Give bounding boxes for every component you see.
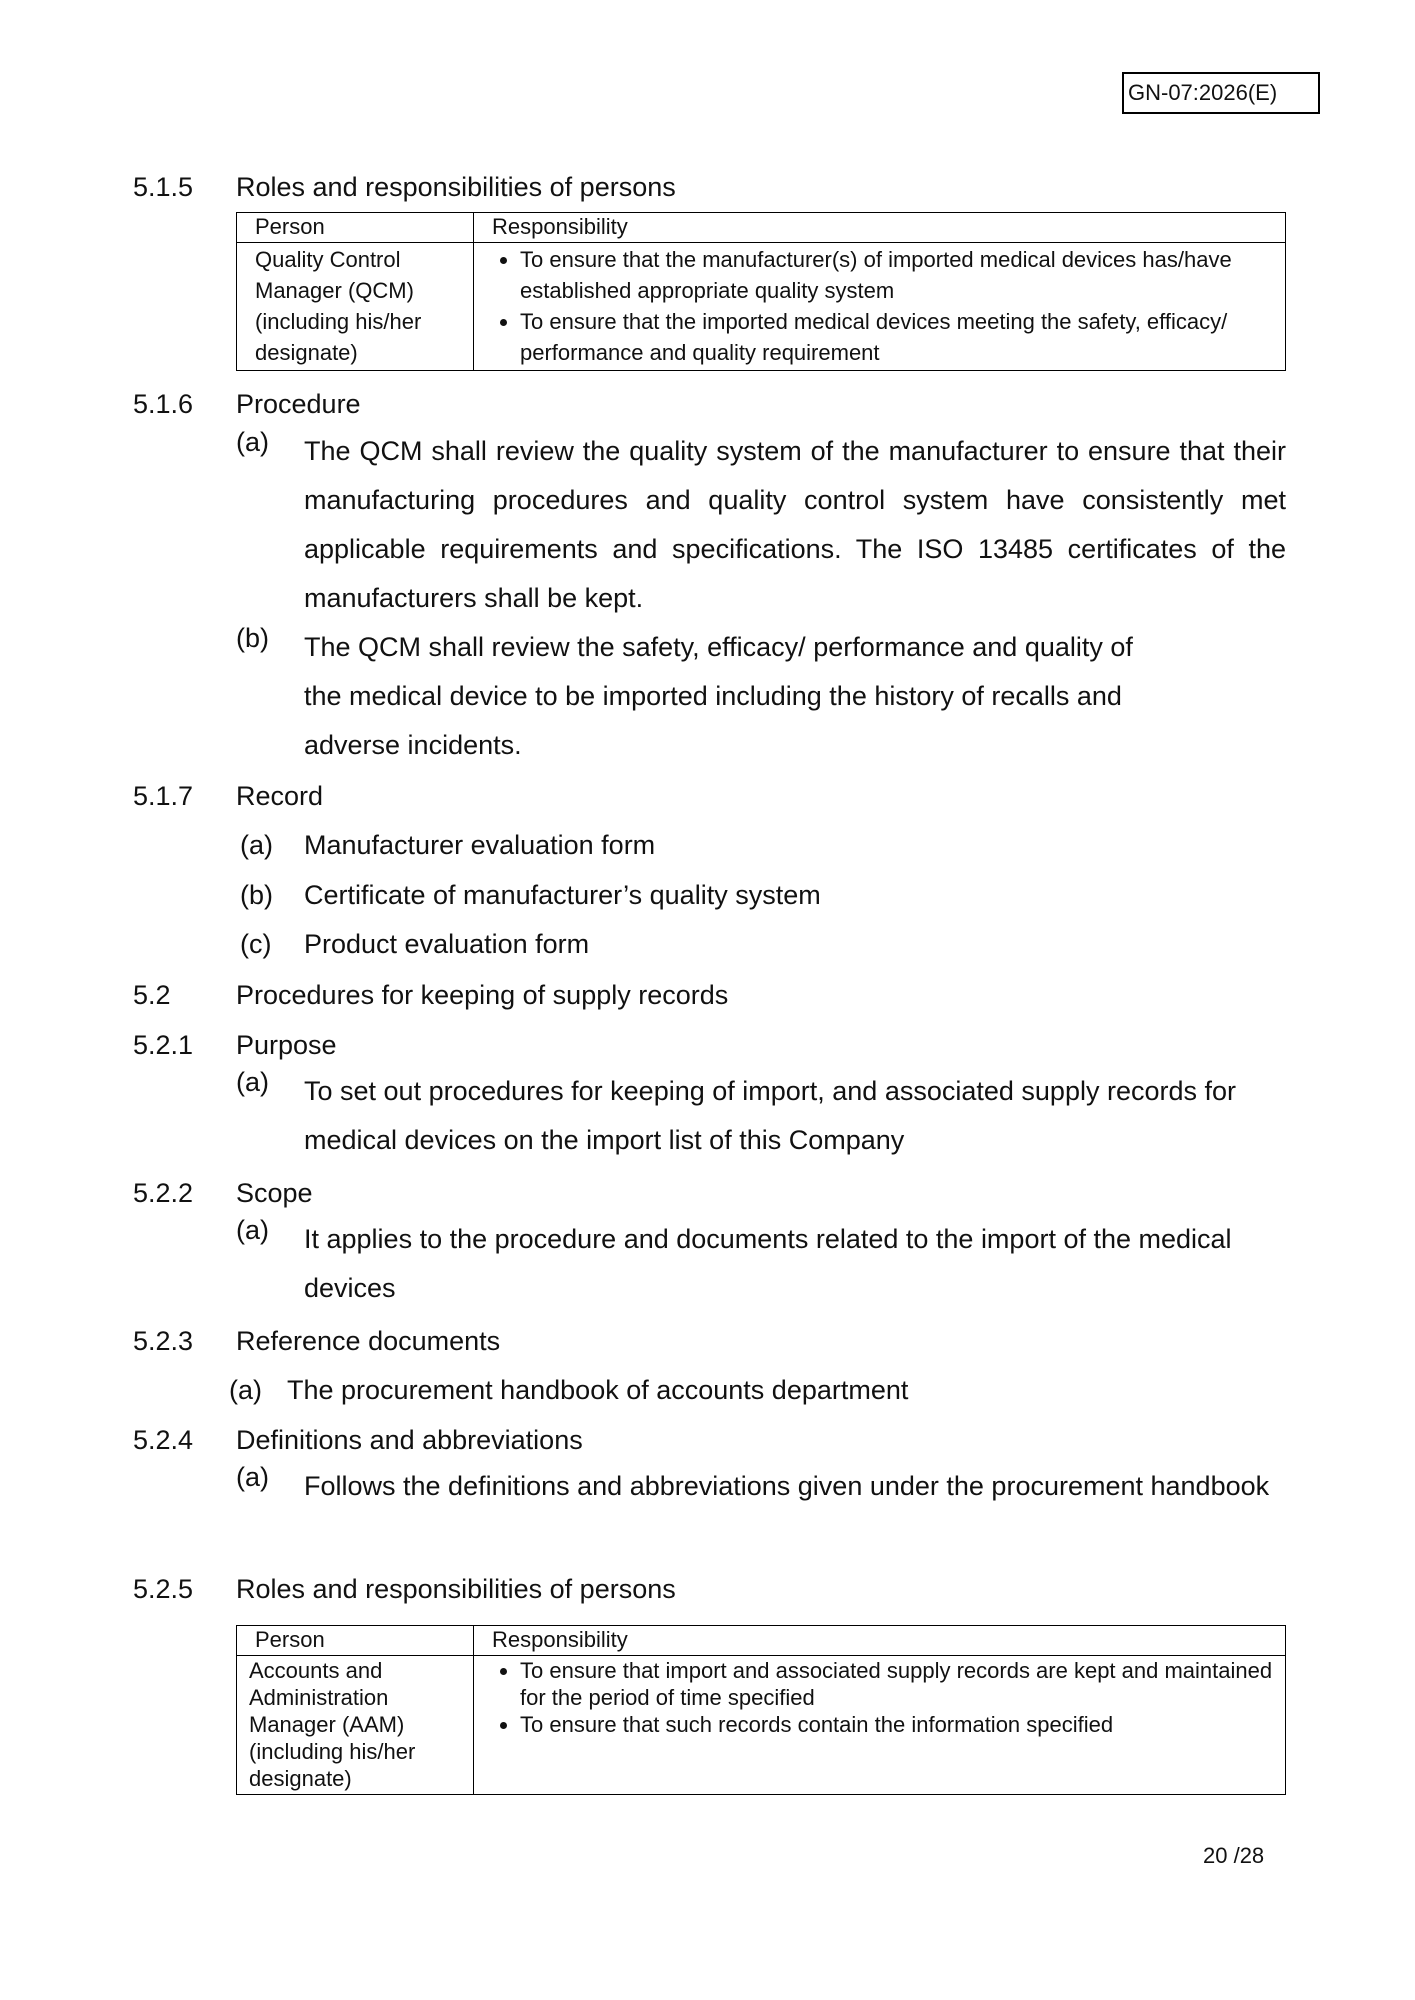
section-title: Reference documents (236, 1326, 501, 1356)
column-header-responsibility: Responsibility (474, 213, 1286, 243)
column-header-person: Person (237, 213, 474, 243)
item-label: (a) (236, 1067, 269, 1097)
responsibility-table-aam (236, 1625, 1286, 1795)
table-row (237, 1656, 1286, 1795)
table-row (237, 243, 1286, 371)
table-header-row (237, 213, 1286, 243)
section-number: 5.2.4 (133, 1425, 194, 1455)
section-title: Record (236, 781, 324, 811)
list-item: • To ensure that the imported medical devices meeting the safety, efficacy/ performance and quality requirement (520, 306, 1275, 368)
item-label: (b) (240, 880, 273, 910)
document-code: GN-07:2026(E) (1122, 72, 1320, 114)
responsibility-cell (474, 1656, 1286, 1795)
item-label: (a) (236, 427, 269, 457)
responsibility-list (492, 244, 1275, 368)
person-cell: Accounts and Administration Manager (AAM) (including his/her designate) (237, 1656, 474, 1795)
item-text: The procurement handbook of accounts department (287, 1375, 909, 1405)
section-number: 5.2.1 (133, 1030, 194, 1060)
section-number: 5.1.7 (133, 781, 194, 811)
responsibility-cell (474, 243, 1286, 371)
list-item: • To ensure that such records contain the information specified (520, 1711, 1275, 1738)
item-text: The QCM shall review the quality system of the manufacturer to ensure that their manufacturing procedures and quality control system have consistently met applicable requirements and specifications. The ISO 13485 certificates of the manufacturers shall be kept. (304, 436, 1286, 613)
item-label: (a) (236, 1215, 269, 1245)
section-title: Roles and responsibilities of persons (236, 1574, 676, 1604)
item-label: (a) (240, 830, 273, 860)
page-number: 20 /28 (1203, 1843, 1265, 1868)
section-title: Roles and responsibilities of persons (236, 172, 676, 202)
section-title: Procedure (236, 389, 361, 419)
item-label: (b) (236, 623, 269, 653)
list-item: • To ensure that import and associated supply records are kept and maintained for the period of time specified (520, 1657, 1275, 1711)
item-label: (c) (240, 929, 272, 959)
section-number: 5.2.3 (133, 1326, 194, 1356)
section-number: 5.2 (133, 980, 171, 1010)
section-title: Procedures for keeping of supply records (236, 980, 729, 1010)
section-number: 5.2.2 (133, 1178, 194, 1208)
column-header-responsibility: Responsibility (474, 1626, 1286, 1656)
section-title: Definitions and abbreviations (236, 1425, 583, 1455)
section-number: 5.2.5 (133, 1574, 194, 1604)
item-text: Follows the definitions and abbreviations given under the procurement handbook (304, 1471, 1270, 1501)
responsibility-table-qcm (236, 212, 1286, 371)
item-text: The QCM shall review the safety, efficacy/ performance and quality of the medical device to be imported including the history of recalls and adverse incidents. (304, 632, 1133, 760)
section-title: Scope (236, 1178, 313, 1208)
person-cell: Quality Control Manager (QCM) (including his/her designate) (237, 243, 474, 371)
item-text: To set out procedures for keeping of import, and associated supply records for medical devices on the import list of this Company (304, 1076, 1237, 1155)
section-title: Purpose (236, 1030, 337, 1060)
column-header-person: Person (237, 1626, 474, 1656)
item-label: (a) (229, 1375, 262, 1405)
item-label: (a) (236, 1462, 269, 1492)
responsibility-list (492, 1657, 1275, 1738)
section-number: 5.1.5 (133, 172, 194, 202)
item-text: Manufacturer evaluation form (304, 830, 656, 860)
section-number: 5.1.6 (133, 389, 194, 419)
item-text: Product evaluation form (304, 929, 590, 959)
table-header-row (237, 1626, 1286, 1656)
item-text: Certificate of manufacturer’s quality system (304, 880, 821, 910)
list-item: • To ensure that the manufacturer(s) of imported medical devices has/have established appropriate quality system (520, 244, 1275, 306)
item-text: It applies to the procedure and documents related to the import of the medical devices (304, 1224, 1232, 1303)
